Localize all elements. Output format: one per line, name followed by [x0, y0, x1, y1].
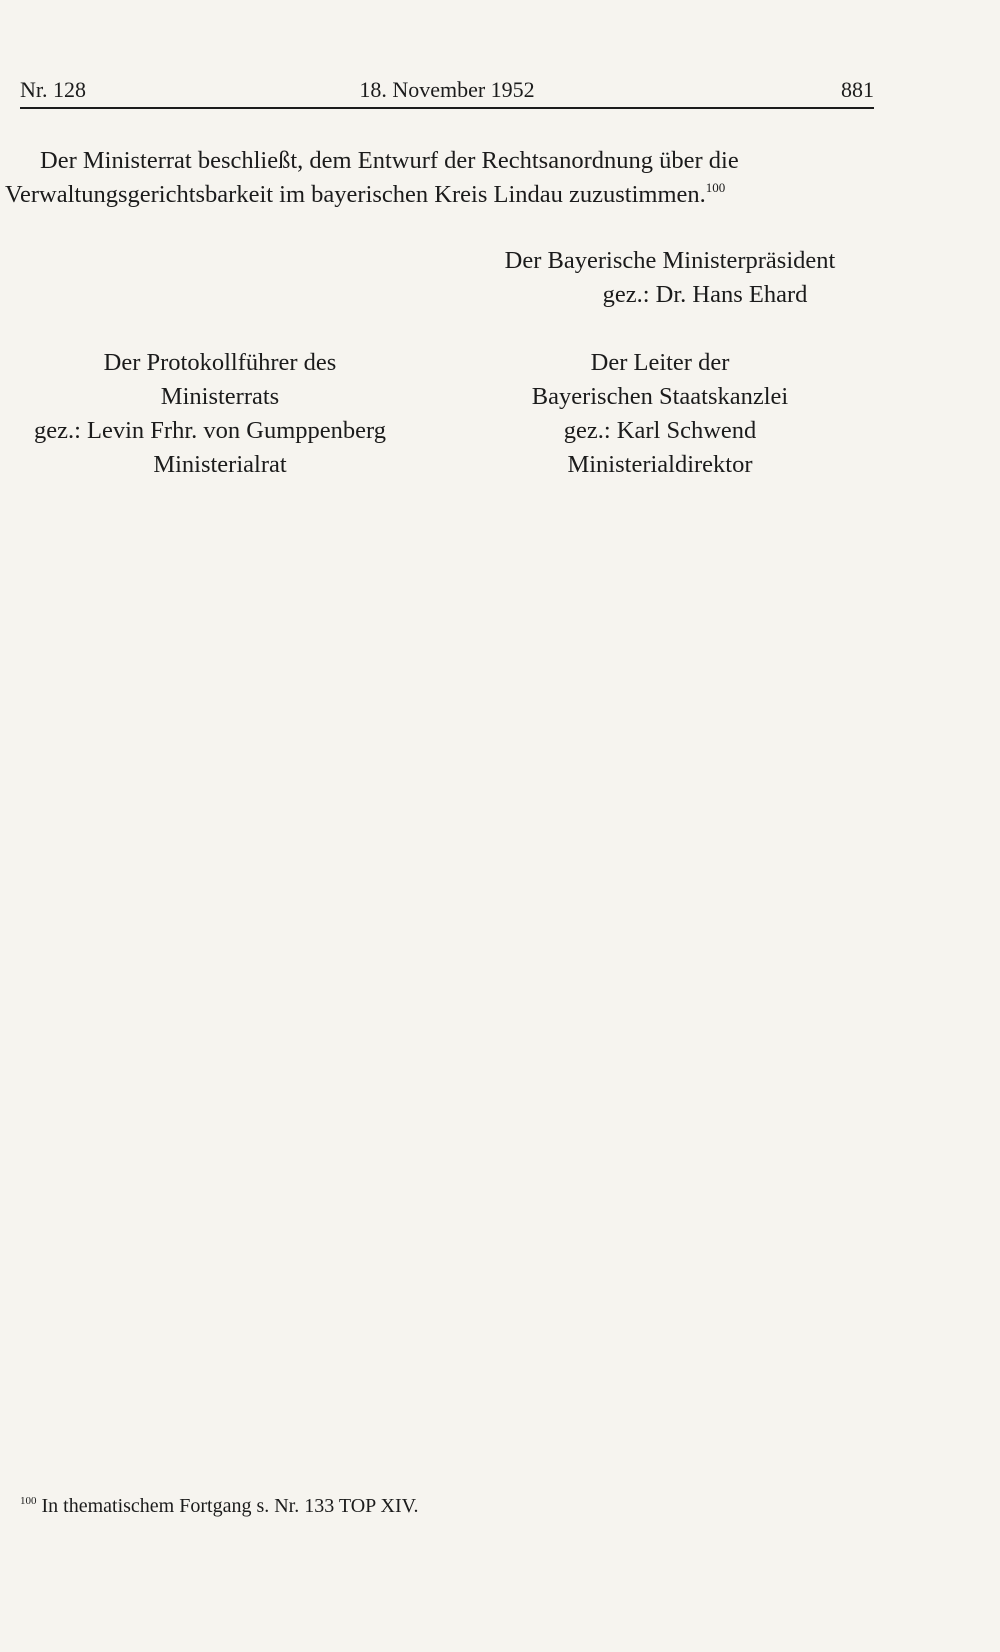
- signature-title-line-1: Der Protokollführer des: [103, 349, 337, 376]
- page-header: [20, 77, 874, 109]
- signature-title-line-1: Der Leiter der: [590, 349, 730, 376]
- signature-prime-minister: [460, 244, 880, 312]
- signature-rank: Ministerialrat: [153, 451, 287, 478]
- signature-title: Der Bayerische Ministerpräsident: [504, 247, 836, 274]
- signature-protocol-keeper: [30, 346, 410, 482]
- signature-title-line-2: Ministerrats: [160, 383, 280, 410]
- resolution-paragraph: [5, 144, 876, 212]
- header-date: 18. November 1952: [359, 77, 535, 102]
- document-number: Nr. 128: [20, 77, 86, 102]
- signature-title-line-2: Bayerischen Staatskanzlei: [531, 383, 789, 410]
- footnote-text: In thematischem Fortgang s. Nr. 133 TOP XIV.: [41, 1495, 419, 1517]
- signature-chancellery-head: [510, 346, 810, 482]
- footnote-number: 100: [20, 1495, 37, 1507]
- page-number: 881: [841, 77, 874, 102]
- resolution-line-2: Verwaltungsgerichtsbarkeit im bayerischen Kreis Lindau zuzustimmen.: [5, 181, 706, 208]
- resolution-line-2-wrap: [5, 178, 876, 212]
- signature-rank: Ministerialdirektor: [567, 451, 753, 478]
- footnote: [20, 1495, 419, 1518]
- resolution-line-1: Der Ministerrat beschließt, dem Entwurf der Rechtsanordnung über die: [40, 147, 739, 174]
- signature-name: gez.: Karl Schwend: [563, 417, 757, 444]
- signature-name: gez.: Levin Frhr. von Gumppenberg: [33, 417, 386, 444]
- signature-name: gez.: Dr. Hans Ehard: [602, 281, 808, 308]
- footnote-reference: 100: [705, 180, 726, 195]
